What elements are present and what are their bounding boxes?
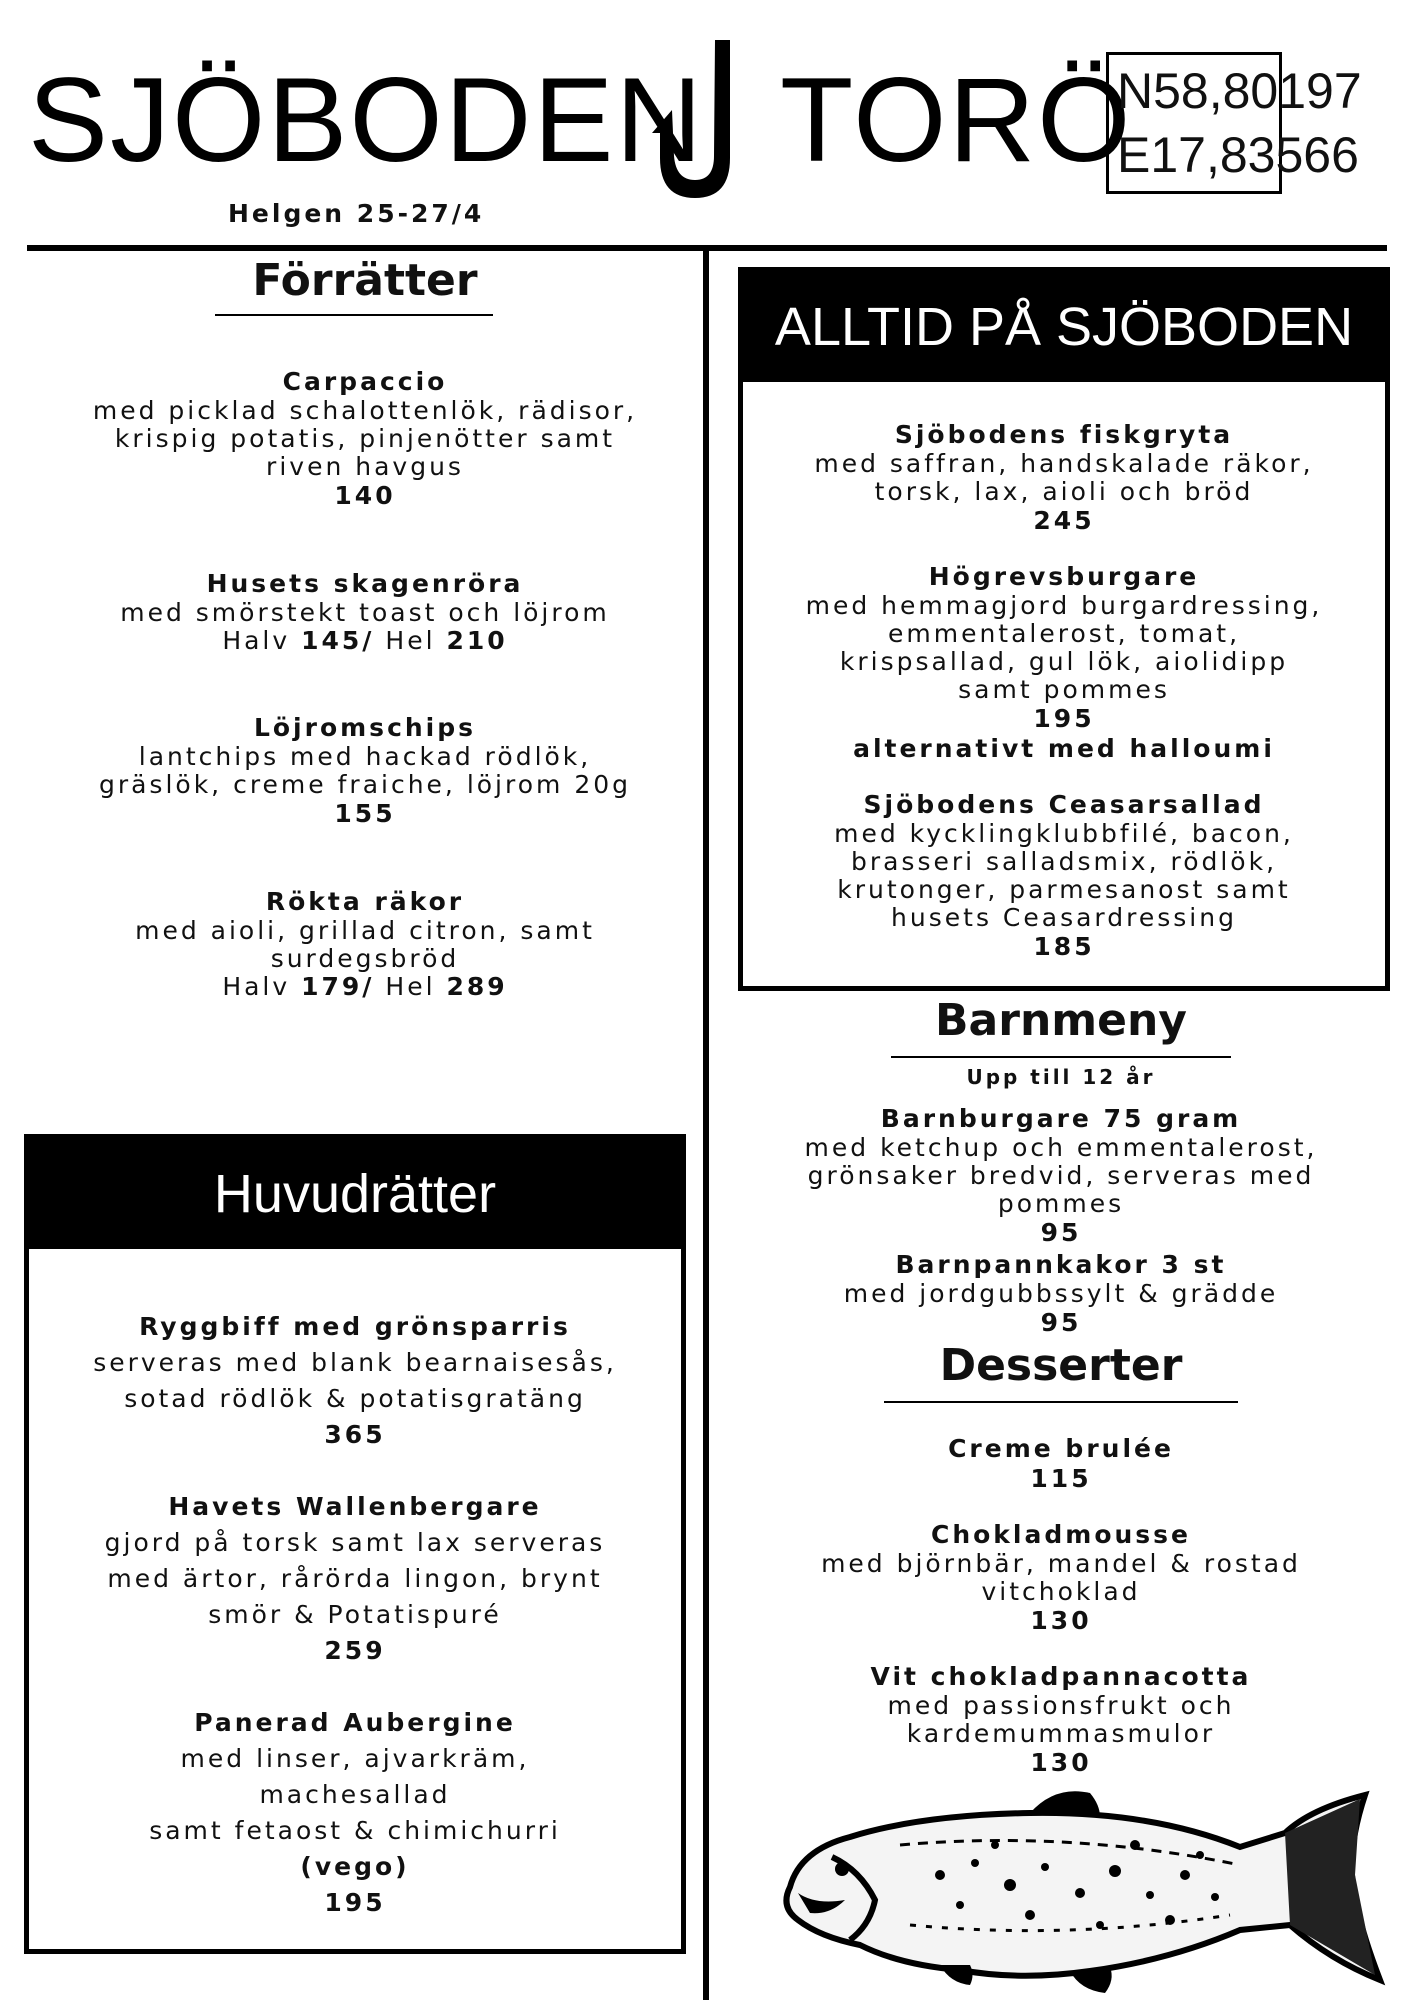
item-price: 95: [1040, 1308, 1082, 1337]
item-desc: pommes: [997, 1189, 1125, 1218]
item-desc: gräslök, creme fraiche, löjrom 20g: [98, 770, 632, 799]
item-desc: samt pommes: [958, 675, 1170, 704]
menu-item: [736, 1250, 1386, 1338]
forratter-title: Förrätter: [252, 255, 478, 306]
item-extra: alternativt med halloumi: [853, 734, 1275, 763]
item-price: 140: [334, 481, 396, 510]
item-name: Husets skagenröra: [206, 569, 524, 598]
item-desc: med linser, ajvarkräm,: [180, 1744, 530, 1773]
item-desc: med aioli, grillad citron, samt: [135, 916, 595, 945]
item-name: Sjöbodens fiskgryta: [894, 420, 1234, 449]
item-price: 195: [1033, 704, 1095, 733]
item-desc: sotad rödlök & potatisgratäng: [124, 1384, 586, 1413]
menu-item: [40, 569, 690, 655]
half-label: Halv: [222, 972, 291, 1001]
menu-item: [736, 1662, 1386, 1778]
alltid-box: [738, 267, 1390, 991]
item-price: 155: [334, 799, 396, 828]
section-barnmeny: [736, 995, 1386, 1092]
menu-item: [40, 713, 690, 829]
menu-item: [40, 887, 690, 1001]
item-price: 245: [1033, 506, 1095, 535]
item-desc: krispsallad, gul lök, aiolidipp: [839, 647, 1289, 676]
brand-name-left: SJÖBODEN: [28, 53, 705, 187]
barnmeny-title: Barnmeny: [935, 995, 1187, 1046]
barnmeny-underline: [891, 1056, 1231, 1058]
full-price: 210: [446, 626, 508, 655]
item-price: 365: [324, 1420, 386, 1449]
menu-item: [743, 790, 1385, 962]
menu-item: [40, 367, 690, 511]
menu-item: [743, 562, 1385, 764]
brand-name-right: TORÖ: [780, 53, 1133, 187]
item-desc: med hemmagjord burgardressing,: [805, 591, 1323, 620]
item-name: Barnburgare 75 gram: [880, 1104, 1242, 1133]
item-desc: serveras med blank bearnaisesås,: [93, 1348, 617, 1377]
item-name: Carpaccio: [282, 367, 448, 396]
half-label: Halv: [222, 626, 291, 655]
item-desc: surdegsbröd: [270, 944, 460, 973]
half-price: 145/: [301, 626, 375, 655]
item-name: Panerad Aubergine: [194, 1708, 516, 1737]
item-desc: med kycklingklubbfilé, bacon,: [834, 819, 1294, 848]
item-desc: med ketchup och emmentalerost,: [804, 1133, 1318, 1162]
item-name: Vit chokladpannacotta: [870, 1662, 1252, 1691]
barnmeny-subtitle-text: Upp till 12 år: [966, 1065, 1156, 1089]
salmon-icon: [770, 1775, 1395, 2000]
full-label: Hel: [385, 972, 436, 1001]
item-name: Creme brulée: [948, 1434, 1174, 1463]
item-price: 95: [1040, 1218, 1082, 1247]
item-name: Barnpannkakor 3 st: [895, 1250, 1227, 1279]
item-price: 185: [1033, 932, 1095, 961]
hook-icon: [650, 38, 760, 208]
menu-item: [29, 1489, 681, 1669]
item-name: Löjromschips: [253, 713, 477, 742]
section-desserter: [736, 1340, 1386, 1403]
menu-item: [736, 1434, 1386, 1494]
desserter-items: [736, 1434, 1386, 1778]
item-name: Rökta räkor: [265, 887, 465, 916]
coordinate-north: N58,80197: [1117, 63, 1362, 119]
barnmeny-items: [736, 1104, 1386, 1338]
item-desc: krutonger, parmesanost samt: [837, 875, 1291, 904]
item-price: 259: [324, 1636, 386, 1665]
item-desc: torsk, lax, aioli och bröd: [874, 477, 1254, 506]
item-desc: lantchips med hackad rödlök,: [138, 742, 592, 771]
coordinate-east: E17,83566: [1117, 127, 1359, 183]
section-forratter: [40, 255, 690, 316]
item-desc: husets Ceasardressing: [891, 903, 1237, 932]
item-price-split: [40, 627, 690, 655]
item-desc: med jordgubbssylt & grädde: [843, 1279, 1279, 1308]
alltid-title: ALLTID PÅ SJÖBODEN: [743, 272, 1385, 382]
item-tag: (vego): [300, 1852, 410, 1881]
item-desc: med saffran, handskalade räkor,: [814, 449, 1314, 478]
item-price: 115: [1030, 1464, 1092, 1493]
full-label: Hel: [385, 626, 436, 655]
menu-item: [736, 1520, 1386, 1636]
menu-item: [29, 1705, 681, 1921]
menu-item: [29, 1309, 681, 1453]
item-desc: med picklad schalottenlök, rädisor,: [92, 396, 638, 425]
item-desc: med ärtor, rårörda lingon, brynt: [107, 1564, 603, 1593]
half-price: 179/: [301, 972, 375, 1001]
item-desc: vitchoklad: [981, 1577, 1141, 1606]
item-desc: smör & Potatispuré: [208, 1600, 502, 1629]
item-desc: machesallad: [259, 1780, 451, 1809]
item-desc: brasseri salladsmix, rödlök,: [850, 847, 1278, 876]
desserter-title: Desserter: [939, 1340, 1183, 1391]
desserter-underline: [884, 1401, 1238, 1403]
huvudratter-box: [24, 1134, 686, 1954]
weekend-dates: Helgen 25-27/4: [228, 199, 485, 228]
item-desc: kardemummasmulor: [906, 1719, 1216, 1748]
full-price: 289: [446, 972, 508, 1001]
item-desc: gjord på torsk samt lax serveras: [104, 1528, 606, 1557]
huvudratter-items: [29, 1249, 681, 1921]
item-desc: emmentalerost, tomat,: [887, 619, 1241, 648]
alltid-items: [743, 382, 1385, 962]
huvudratter-title: Huvudrätter: [29, 1139, 681, 1249]
item-name: Sjöbodens Ceasarsallad: [863, 790, 1265, 819]
item-desc: samt fetaost & chimichurri: [149, 1816, 561, 1845]
forratter-items: [40, 367, 690, 1001]
item-desc: med björnbär, mandel & rostad: [821, 1549, 1301, 1578]
menu-item: [743, 420, 1385, 536]
item-price: 195: [324, 1888, 386, 1917]
column-divider: [703, 250, 709, 2000]
item-desc: krispig potatis, pinjenötter samt: [114, 424, 616, 453]
item-desc: med smörstekt toast och löjrom: [120, 598, 610, 627]
item-desc: grönsaker bredvid, serveras med: [807, 1161, 1315, 1190]
item-desc: med passionsfrukt och: [887, 1691, 1235, 1720]
item-name: Högrevsburgare: [928, 562, 1200, 591]
item-desc: riven havgus: [266, 452, 464, 481]
item-name: Ryggbiff med grönsparris: [139, 1312, 571, 1341]
coordinates-box: [1106, 52, 1362, 194]
forratter-underline: [215, 314, 493, 316]
item-price: 130: [1030, 1748, 1092, 1777]
item-price: 130: [1030, 1606, 1092, 1635]
barnmeny-subtitle: [736, 1062, 1386, 1092]
menu-item: [736, 1104, 1386, 1248]
item-name: Chokladmousse: [930, 1520, 1192, 1549]
item-name: Havets Wallenbergare: [168, 1492, 542, 1521]
item-price-split: [40, 973, 690, 1001]
